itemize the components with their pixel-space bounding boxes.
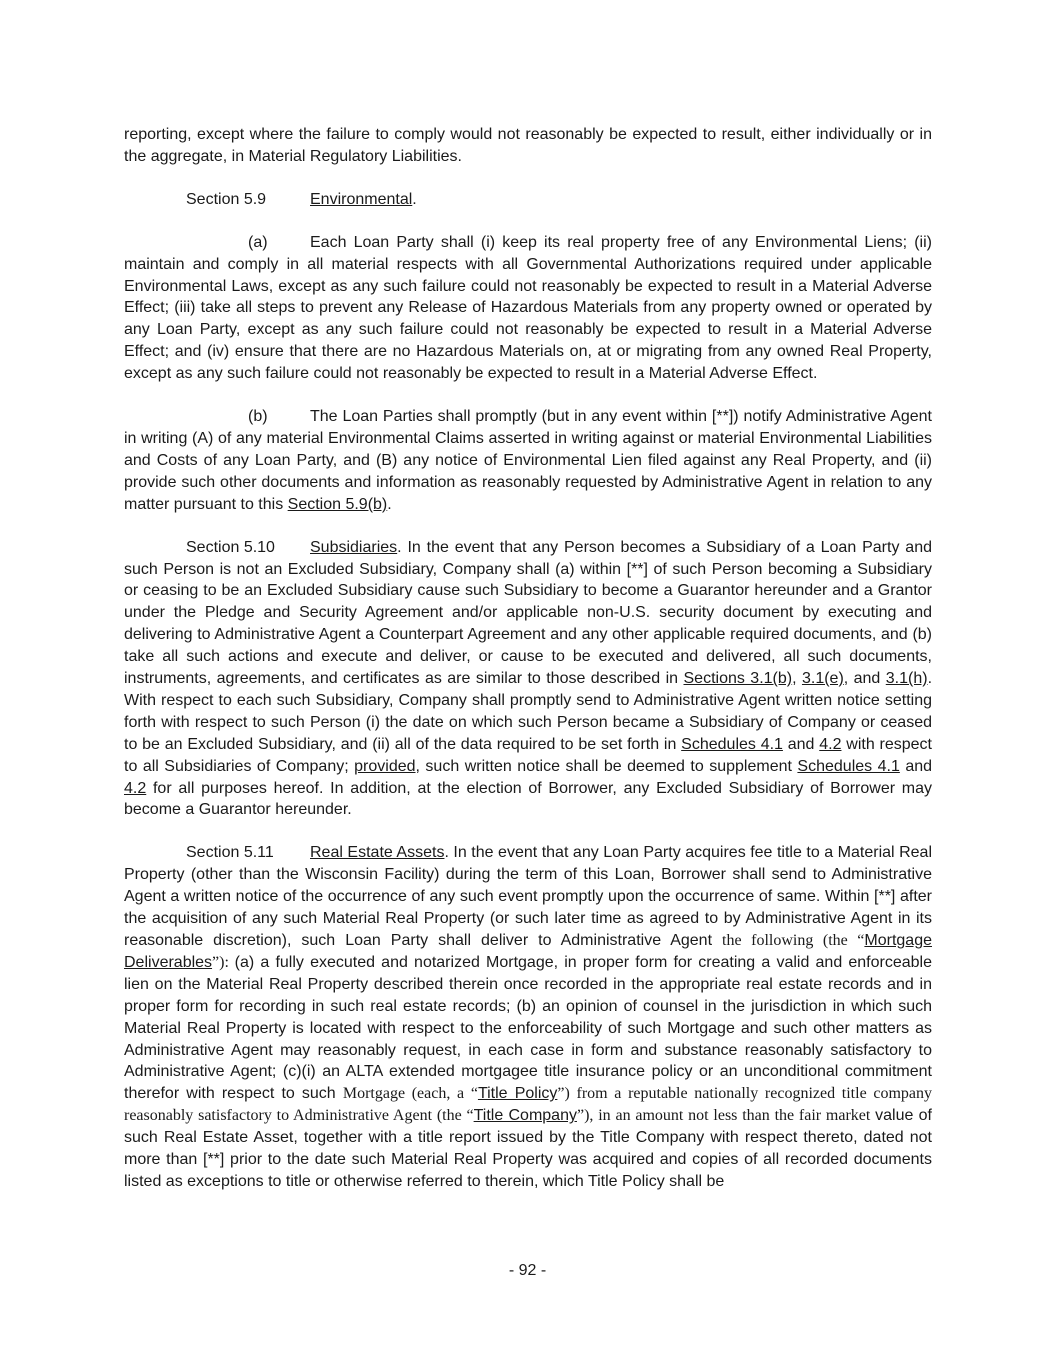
cross-reference: Schedules 4.1: [681, 735, 783, 753]
section-5-11: Section 5.11 Real Estate Assets. In the event that any Loan Party acquires fee title to a Material Real Property (other than the Wisconsin Facility) during the term of this Loan, Borrower shall send to Administrative Agent a written notice of the occurrence of any such event promptly upon the occurrence of same. Within [**] after the acquisition of any such Material Real Property (or such later time as agreed to by Administrative Agent in its reasonable discretion), such Loan Party shall deliver to Administrative Agent the following (the “Mortgage Deliverables”): (a) a fully executed and notarized Mortgage, in proper form for creating a valid and enforceable lien on the Material Real Property described therein once recorded in the appropriate real estate records and in proper form for recording in such real estate records; (b) an opinion of counsel in the jurisdiction in which such Material Real Property is located with respect to the enforceability of such Mortgage and such other matters as Administrative Agent may reasonably request, in each case in form and substance reasonably satisfactory to Administrative Agent; (c)(i) an ALTA extended mortgagee title insurance policy or an unconditional commitment therefor with respect to such Mortgage (each, a “Title Policy”) from a reputable nationally recognized title company reasonably satisfactory to Administrative Agent (the “Title Company”), in an amount not less than the fair market value of such Real Estate Asset, together with a title report issued by the Title Company with respect thereto, dated not more than [**] prior to the date such Material Real Property was acquired and copies of all recorded documents listed as exceptions to title or otherwise referred to therein, which Title Policy shall be: [124, 844, 933, 1190]
cross-reference: 4.2: [124, 779, 147, 797]
cross-reference: 3.1(e): [801, 670, 844, 688]
section-number: Section 5.11: [186, 844, 274, 862]
defined-term: Title Company: [473, 1107, 577, 1125]
clause-label: (a): [248, 233, 268, 251]
section-5-9-b: (b) The Loan Parties shall promptly (but in any event within [**]) notify Administrative Agent in writing (A) of any material Environmental Claims asserted in writing against or material Environmental Liabilities and Costs of any Loan Party, and (B) any notice of Environmental Lien filed against any Real Property, and (ii) provide such other documents and information as reasonably requested by Administrative Agent in relation to any matter pursuant to this Section 5.9(b).: [124, 408, 932, 513]
document-page: [124, 124, 932, 1193]
section-5-9-heading: Section 5.9 Environmental.: [124, 189, 932, 211]
clause-label: (b): [248, 408, 268, 426]
cross-reference: 4.2: [819, 735, 842, 753]
cross-reference: 3.1(h): [885, 670, 928, 688]
cross-reference: Sections 3.1(b): [683, 670, 793, 688]
section-title: Subsidiaries: [310, 538, 398, 556]
cross-reference: Schedules 4.1: [797, 757, 900, 775]
page-number: - 92 -: [508, 1262, 547, 1279]
section-title: Real Estate Assets: [310, 844, 445, 862]
cross-reference: Section 5.9(b): [287, 495, 388, 513]
section-number: Section 5.9: [186, 190, 267, 208]
defined-term: Title Policy: [477, 1085, 558, 1103]
section-5-10: Section 5.10 Subsidiaries. In the event that any Person becomes a Subsidiary of a Loan Party and such Person is not an Excluded Subsidiary, Company shall (a) within [**] of such Person becoming a Subsidiary or ceasing to be an Excluded Subsidiary cause such Subsidiary to become a Guarantor hereunder and a Grantor under the Pledge and Security Agreement and/or applicable non-U.S. security document by executing and delivering to Administrative Agent a Counterpart Agreement and any other applicable required documents, and (b) take all such actions and execute and deliver, or cause to be executed and delivered, all such documents, instruments, agreements, and certificates as are similar to those described in Sections 3.1(b), 3.1(e), and 3.1(h). With respect to each such Subsidiary, Company shall promptly send to Administrative Agent written notice setting forth with respect to such Person (i) the date on which such Person became a Subsidiary of Company or ceased to be an Excluded Subsidiary, and (ii) all of the data required to be set forth in Schedules 4.1 and 4.2 with respect to all Subsidiaries of Company; provided, such written notice shall be deemed to supplement Schedules 4.1 and 4.2 for all purposes hereof. In addition, at the election of Borrower, any Excluded Subsidiary of Borrower may become a Guarantor hereunder.: [124, 538, 933, 819]
section-title: Environmental: [310, 190, 413, 208]
paragraph-continuation: reporting, except where the failure to comply would not reasonably be expected to result, either individually or in the aggregate, in Material Regulatory Liabilities.: [124, 126, 932, 165]
proviso-term: provided: [354, 757, 416, 775]
defined-term: Mortgage Deliverables: [124, 932, 932, 971]
section-number: Section 5.10: [186, 538, 275, 556]
section-5-9-a: (a) Each Loan Party shall (i) keep its real property free of any Environmental Liens; (ii) maintain and comply in all material respects with all Governmental Authorizations required under applicable Environmental Laws, except as any such failure could not reasonably be expected to result in a Material Adverse Effect; (iii) take all steps to prevent any Release of Hazardous Materials from any property owned or operated by any Loan Party, except as any such failure could not reasonably be expected to result in a Material Adverse Effect; and (iv) ensure that there are no Hazardous Materials on, at or migrating from any owned Real Property, except as any such failure could not reasonably be expected to result in a Material Adverse Effect.: [124, 233, 932, 383]
